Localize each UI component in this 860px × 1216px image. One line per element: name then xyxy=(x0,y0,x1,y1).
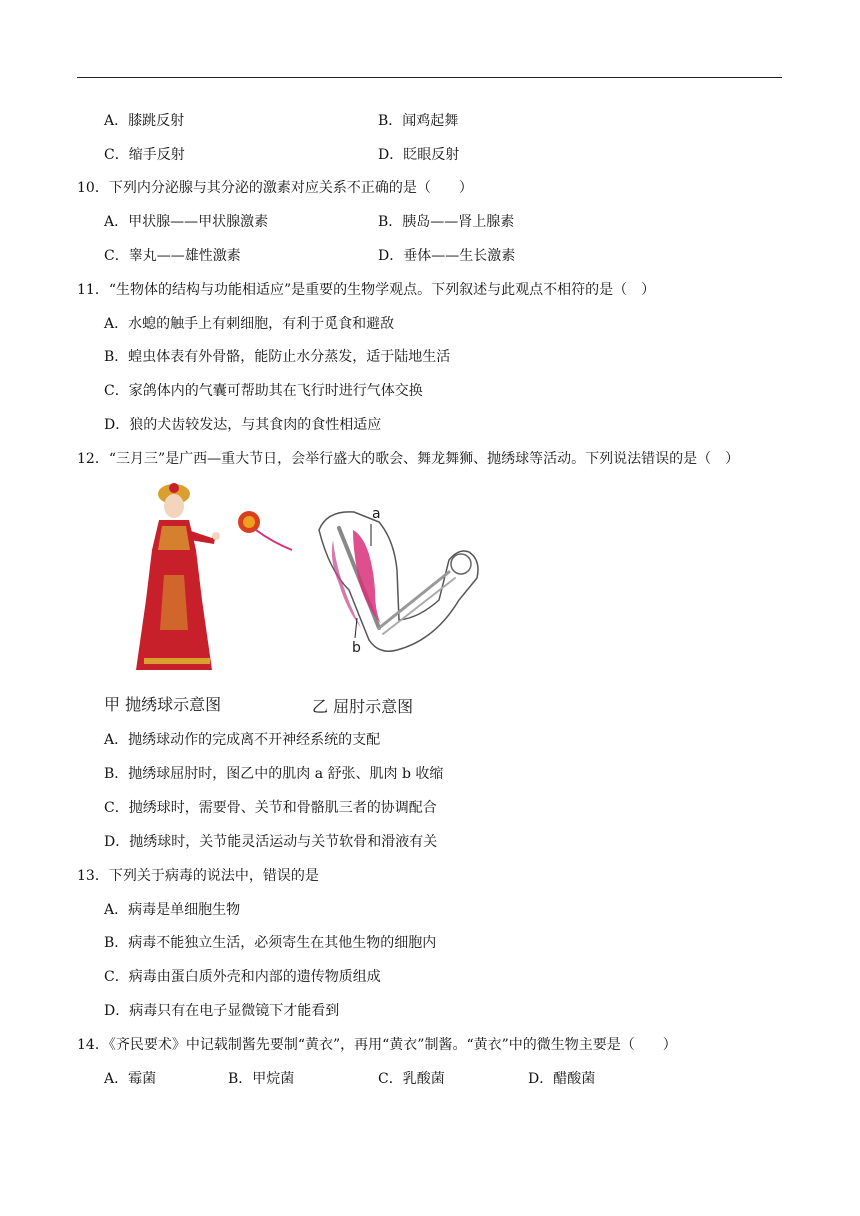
q12-option-d: D．抛绣球时，关节能灵活运动与关节软骨和滑液有关 xyxy=(104,834,438,850)
q12-option-b: B．抛绣球屈肘时，图乙中的肌肉 a 舒张、肌肉 b 收缩 xyxy=(104,766,444,782)
q14-option-b: B．甲烷菌 xyxy=(228,1071,295,1087)
q13-stem: 13．下列关于病毒的说法中，错误的是 xyxy=(77,868,319,884)
q14-stem: 14．《齐民要术》中记载制酱先要制“黄衣”，再用“黄衣”制酱。“黄衣”中的微生物主要是（ ） xyxy=(77,1037,677,1053)
caption-yi: 乙 屈肘示意图 xyxy=(312,697,414,716)
q10-option-a: A．甲状腺——甲状腺激素 xyxy=(104,214,269,230)
q13-option-d: D．病毒只有在电子显微镜下才能看到 xyxy=(104,1003,340,1019)
q10-option-d: D．垂体——生长激素 xyxy=(378,248,516,264)
q14-option-d: D．醋酸菌 xyxy=(528,1071,596,1087)
q10-option-c: C．睾丸——雄性激素 xyxy=(104,248,241,264)
q12-option-c: C．抛绣球时，需要骨、关节和骨骼肌三者的协调配合 xyxy=(104,800,437,816)
q9-option-a: A．膝跳反射 xyxy=(104,113,185,129)
muscle-label-b: b xyxy=(352,640,361,656)
q9-option-d: D．眨眼反射 xyxy=(378,147,460,163)
q9-option-b: B．闻鸡起舞 xyxy=(378,113,459,129)
q10-option-b: B．胰岛——肾上腺素 xyxy=(378,214,515,230)
q13-option-c: C．病毒由蛋白质外壳和内部的遗传物质组成 xyxy=(104,969,381,985)
q11-option-a: A．水螅的触手上有刺细胞，有利于觅食和避敌 xyxy=(104,316,395,332)
muscle-label-a: a xyxy=(372,506,381,522)
q14-option-c: C．乳酸菌 xyxy=(378,1071,445,1087)
elbow-flexion-diagram xyxy=(309,500,499,700)
caption-jia: 甲 抛绣球示意图 xyxy=(104,695,222,714)
q9-option-c: C．缩手反射 xyxy=(104,147,185,163)
q12-stem: 12．“三月三”是广西—重大节日，会举行盛大的歌会、舞龙舞狮、抛绣球等活动。下列说法错误的是（ ） xyxy=(77,451,740,467)
woman-throwing-ball-illustration xyxy=(104,480,294,680)
q13-option-a: A．病毒是单细胞生物 xyxy=(104,902,241,918)
q12-option-a: A．抛绣球动作的完成离不开神经系统的支配 xyxy=(104,732,381,748)
q10-stem: 10．下列内分泌腺与其分泌的激素对应关系不正确的是（ ） xyxy=(77,180,473,196)
q11-option-d: D．狼的犬齿较发达，与其食肉的食性相适应 xyxy=(104,417,382,433)
q14-option-a: A．霉菌 xyxy=(104,1071,157,1087)
q11-option-c: C．家鸽体内的气囊可帮助其在飞行时进行气体交换 xyxy=(104,383,423,399)
q12-figure xyxy=(104,480,504,716)
q13-option-b: B．病毒不能独立生活，必须寄生在其他生物的细胞内 xyxy=(104,935,437,951)
q11-option-b: B．蝗虫体表有外骨骼，能防止水分蒸发，适于陆地生活 xyxy=(104,349,451,365)
header-rule xyxy=(77,77,782,78)
q11-stem: 11．“生物体的结构与功能相适应”是重要的生物学观点。下列叙述与此观点不相符的是（ ） xyxy=(77,282,656,298)
